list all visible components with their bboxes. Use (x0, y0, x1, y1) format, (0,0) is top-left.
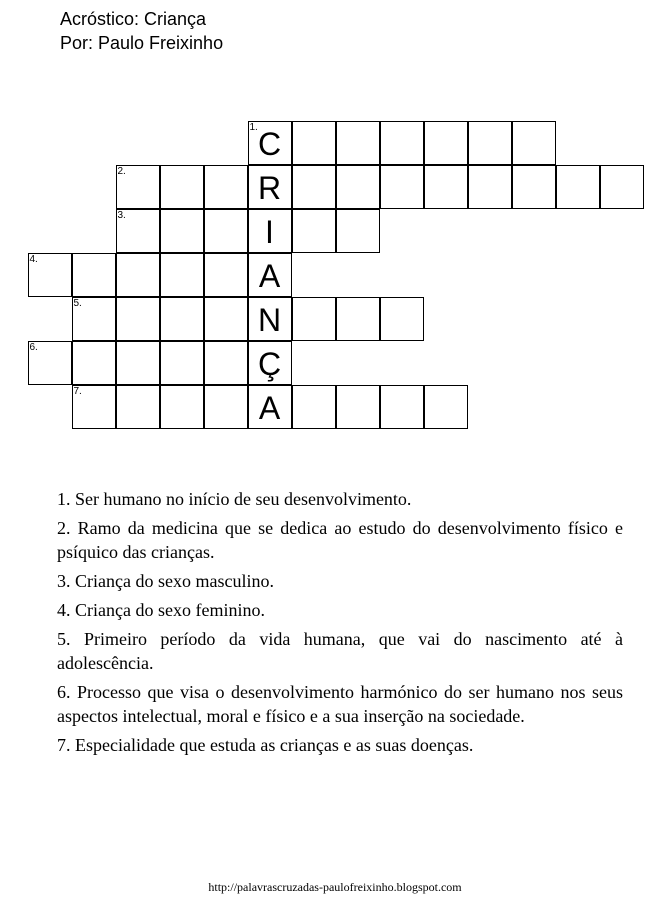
grid-cell[interactable] (380, 297, 424, 341)
acrostic-cell[interactable] (248, 121, 292, 165)
grid-cell[interactable] (116, 165, 160, 209)
acrostic-letter: R (257, 169, 282, 206)
crossword-grid (0, 0, 670, 440)
grid-cell[interactable] (204, 253, 248, 297)
row-number: 1. (249, 121, 258, 133)
grid-cell[interactable] (160, 253, 204, 297)
grid-cell[interactable] (292, 385, 336, 429)
grid-cell[interactable] (556, 165, 600, 209)
grid-cell[interactable] (116, 253, 160, 297)
footer-url[interactable]: http://palavrascruzadas-paulofreixinho.blogspot.com (208, 880, 462, 894)
grid-cell[interactable] (380, 165, 424, 209)
acrostic-letter: Ç (257, 345, 282, 382)
acrostic-letter: I (265, 213, 274, 250)
puzzle-title: Acróstico: Criança (60, 9, 207, 29)
row-number: 3. (117, 209, 126, 221)
grid-cell[interactable] (160, 385, 204, 429)
grid-cell[interactable] (600, 165, 644, 209)
grid-cell[interactable] (116, 341, 160, 385)
grid-cell[interactable] (292, 165, 336, 209)
clue-list (57, 487, 623, 762)
grid-cell[interactable] (512, 165, 556, 209)
row-number: 2. (117, 165, 126, 177)
acrostic-letter: A (258, 257, 281, 294)
grid-cell[interactable] (160, 209, 204, 253)
grid-cell[interactable] (380, 385, 424, 429)
grid-cell[interactable] (292, 121, 336, 165)
grid-cell[interactable] (336, 121, 380, 165)
grid-cell[interactable] (160, 297, 204, 341)
grid-cell[interactable] (160, 341, 204, 385)
acrostic-letter: C (257, 125, 282, 162)
grid-cell[interactable] (204, 165, 248, 209)
grid-cell[interactable] (72, 253, 116, 297)
grid-cell[interactable] (116, 297, 160, 341)
row-number: 4. (29, 253, 38, 265)
grid-cell[interactable] (468, 165, 512, 209)
grid-cell[interactable] (468, 121, 512, 165)
acrostic-letter: A (258, 389, 281, 426)
row-number: 5. (73, 297, 82, 309)
grid-cell[interactable] (380, 121, 424, 165)
grid-cell[interactable] (512, 121, 556, 165)
acrostic-cell[interactable] (248, 253, 292, 297)
grid-cell[interactable] (116, 209, 160, 253)
acrostic-cell[interactable] (248, 385, 292, 429)
grid-cell[interactable] (204, 341, 248, 385)
acrostic-letter: N (257, 301, 282, 338)
grid-cell[interactable] (160, 165, 204, 209)
clue-3: 3. Criança do sexo masculino. (57, 571, 274, 591)
grid-cell[interactable] (424, 121, 468, 165)
acrostic-cell[interactable] (248, 209, 292, 253)
grid-cell[interactable] (204, 385, 248, 429)
grid-cell[interactable] (336, 209, 380, 253)
grid-cell[interactable] (72, 341, 116, 385)
grid-cell[interactable] (28, 341, 72, 385)
grid-cell[interactable] (292, 297, 336, 341)
grid-cell[interactable] (424, 165, 468, 209)
acrostic-cell[interactable] (248, 297, 292, 341)
grid-cell[interactable] (28, 253, 72, 297)
row-number: 7. (73, 385, 82, 397)
clue-4: 4. Criança do sexo feminino. (57, 600, 265, 620)
grid-cell[interactable] (292, 209, 336, 253)
grid-cell[interactable] (336, 165, 380, 209)
row-number: 6. (29, 341, 38, 353)
grid-cell[interactable] (116, 385, 160, 429)
grid-cell[interactable] (204, 209, 248, 253)
grid-cell[interactable] (72, 385, 116, 429)
clue-2: 2. Ramo da medicina que se dedica ao estudo do desenvolvimento físico e psíquico das crianças. (57, 518, 623, 562)
clue-5: 5. Primeiro período da vida humana, que vai do nascimento até à adolescência. (57, 629, 623, 673)
grid-cell[interactable] (204, 297, 248, 341)
grid-cell[interactable] (72, 297, 116, 341)
grid-cell[interactable] (336, 297, 380, 341)
grid-cell[interactable] (424, 385, 468, 429)
puzzle-author: Por: Paulo Freixinho (60, 33, 224, 53)
acrostic-cell[interactable] (248, 165, 292, 209)
grid-cell[interactable] (336, 385, 380, 429)
clue-6: 6. Processo que visa o desenvolvimento harmónico do ser humano nos seus aspectos intelectual, moral e físico e a sua inserção na sociedade. (57, 682, 623, 726)
acrostic-cell[interactable] (248, 341, 292, 385)
clue-7: 7. Especialidade que estuda as crianças e as suas doenças. (57, 735, 474, 755)
clue-1: 1. Ser humano no início de seu desenvolvimento. (57, 489, 412, 509)
